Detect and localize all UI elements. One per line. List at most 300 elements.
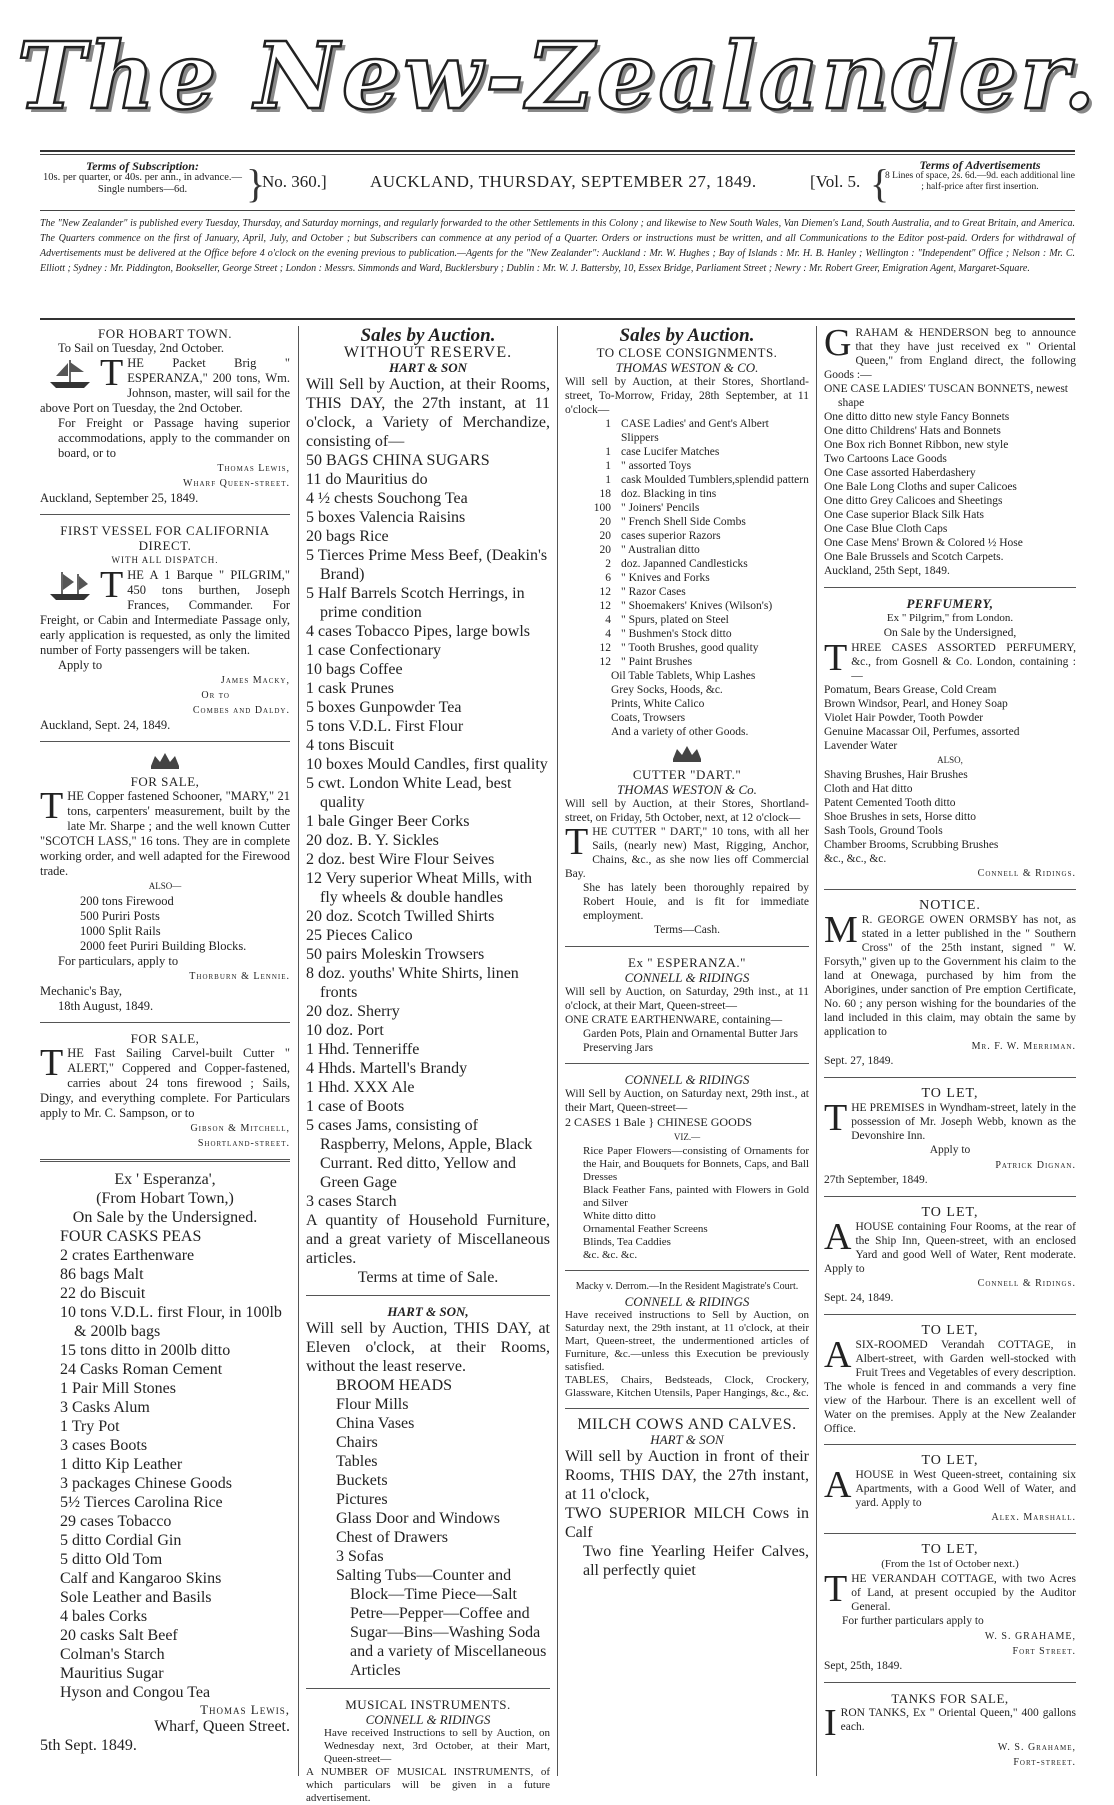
- list-item: 86 bags Malt: [60, 1266, 144, 1283]
- separator: [824, 1314, 1076, 1315]
- hobart-body: HE Packet Brig " ESPERANZA," 200 tons, Wm. Johnson, master, will sail for the above Port on Tuesday, the 2nd October.: [40, 356, 290, 415]
- list-item: 4 tons Biscuit: [306, 737, 395, 754]
- tanks-body: RON TANKS, Ex " Oriental Queen," 400 gallons each.: [840, 1707, 1076, 1733]
- list-item: Lavender Water: [824, 740, 898, 752]
- let2-date: Sept. 24, 1849.: [824, 1292, 894, 1304]
- list-item: One Case assorted Haberdashery: [824, 467, 976, 479]
- chinese-text2: Black Feather Fans, painted with Flowers in Gold and Silver: [583, 1184, 809, 1209]
- dateline-rule: [40, 210, 1075, 211]
- separator: [40, 1022, 290, 1023]
- column-rule: [816, 326, 817, 1776]
- list-item: 1 Try Pot: [60, 1418, 120, 1435]
- list-item: 4 Hhds. Martell's Brandy: [306, 1060, 468, 1077]
- notice-heading: NOTICE.: [919, 898, 981, 913]
- list-item: Genuine Macassar Oil, Perfumes, assorted: [824, 726, 1020, 738]
- list-item: Glass Door and Windows: [336, 1510, 500, 1527]
- california-heading: FIRST VESSEL FOR CALIFORNIA DIRECT.: [60, 523, 270, 553]
- list-item: &c. &c. &c.: [583, 1249, 638, 1261]
- esperanza-text: ONE CRATE EARTHENWARE, containing—: [565, 1014, 783, 1026]
- perfumery-sub: Ex " Pilgrim," from London.: [886, 612, 1014, 624]
- perfumery-body: HREE CASES ASSORTED PERFUMERY, &c., from Gosnell & Co. London, containing :—: [851, 642, 1076, 682]
- list-item: Tables: [336, 1453, 378, 1470]
- list-item: &c., &c., &c.: [824, 853, 887, 865]
- milch-text3: Two fine Yearling Heifer Calves, all perfectly quiet: [583, 1543, 809, 1579]
- list-item: 5 cases Jams, consisting of Raspberry, Melons, Apple, Black Currant. Red ditto, Yellow and Green Gage: [306, 1117, 533, 1191]
- list-item: 2000 feet Puriri Building Blocks.: [80, 939, 247, 953]
- drop-cap: T: [100, 352, 124, 394]
- auction-list: [306, 451, 550, 1211]
- drop-cap: T: [824, 1568, 848, 1610]
- list-item: Buckets: [336, 1472, 388, 1489]
- table-row: [565, 487, 809, 501]
- esperanza-text2: Garden Pots, Plain and Ornamental Butter Jars: [583, 1028, 798, 1040]
- list-item: Violet Hair Powder, Tooth Powder: [824, 712, 984, 724]
- list-item: Oil Table Tablets, Whip Lashes: [611, 670, 756, 682]
- notice-date: Sept. 27, 1849.: [824, 1055, 894, 1067]
- brace-icon: {: [870, 161, 890, 206]
- drop-cap: T: [565, 821, 589, 863]
- list-item: 10 boxes Mould Candles, first quality: [306, 756, 548, 773]
- drop-cap: M: [824, 909, 858, 951]
- esperanza-intro: Will sell by Auction, on Saturday, 29th inst., at 11 o'clock, at their Mart, Queen-street—: [565, 986, 809, 1012]
- list-item: 10 bags Coffee: [306, 661, 403, 678]
- sale1-also: ALSO—: [148, 881, 182, 891]
- item-text: " assorted Toys: [621, 460, 692, 472]
- list-item: 4 ½ chests Souchong Tea: [306, 490, 468, 507]
- item-text: doz. Japanned Candlesticks: [621, 558, 748, 570]
- list-item: One Case Blue Cloth Caps: [824, 523, 948, 535]
- publication-notice: The "New Zealander" is published every Tuesday, Thursday, and Saturday mornings, and regularly forwarded to the other Settlements in this Colony ; and likewise to New South Wales, Van Diemen's Land, South Australia, and to Great Britain, and America. The Quarters commence on the first of January, April, July, and October ; but Subscribers can commence at any period of a Quarter. Orders or instructions must be written, and all Communications to the Editor post-paid. Orders for withdrawal of Advertisements must be delivered at the Office before 4 o'clock on the evening previous to publication.—Agents for the "New Zealander": Auckland : Mr. W. Hughes ; Bay of Islands : Mr. H. B. Hanley ; Wellington : "Independent" Office ; Nelson : Mr. C. Elliott ; Sydney : Mr. Piddington, Bookseller, George Street ; London : Messrs. Simmonds and Ward, Bucklersbury ; Dublin : Mr. W. J. Battersby, 10, Essex Bridge, Parliament Street ; Newry : Mr. Robert Greer, Emigration Agent, Margaret-Square.: [40, 218, 1075, 274]
- list-item: 5 Tierces Prime Mess Beef, (Deakin's Brand): [306, 547, 548, 583]
- sale2-address: Shortland-street.: [197, 1138, 290, 1149]
- table-row: [565, 655, 809, 669]
- list-item: 1 cask Prunes: [306, 680, 394, 697]
- list-item: Pomatum, Bears Grease, Cold Cream: [824, 684, 997, 696]
- separator: [306, 1295, 550, 1296]
- chinese-text: Rice Paper Flowers—consisting of Ornaments for the Hair, and Bouquets for Bonnets, Caps, and Ball Dresses: [583, 1145, 809, 1183]
- place-date: AUCKLAND, THURSDAY, SEPTEMBER 27, 1849.: [370, 172, 757, 191]
- weston-intro: Will sell by Auction, at their Stores, Shortland-street, To-Morrow, Friday, 28th September, at 11 o'clock—: [565, 376, 809, 416]
- list-item: 29 cases Tobacco: [60, 1513, 172, 1530]
- court-text: Have received instructions to Sell by Auction, on Saturday next, the 29th instant, at 11 o'clock, at their Mart, Queen-street, the undermentioned articles of Furniture, &c.—unless this Execution be previously satisfied.: [565, 1309, 809, 1373]
- firm-name: CONNELL & RIDINGS: [624, 970, 750, 985]
- list-item: Cloth and Hat ditto: [824, 783, 913, 795]
- quantity: 20: [599, 530, 611, 542]
- let1-text: [824, 1097, 1076, 1143]
- separator: [824, 1533, 1076, 1534]
- firm-name: HART & SON: [388, 360, 467, 375]
- firm-name: CONNELL & RIDINGS: [624, 1294, 750, 1309]
- list-item: And a variety of other Goods.: [611, 726, 749, 738]
- table-row: [565, 571, 809, 585]
- ship-icon: [46, 570, 94, 602]
- hobart-signature: Thomas Lewis,: [217, 463, 290, 474]
- let4-signature: Alex. Marshall.: [991, 1512, 1076, 1523]
- sale1-date: 18th August, 1849.: [58, 999, 154, 1013]
- list-item: 1 ditto Kip Leather: [60, 1456, 183, 1473]
- notice-text: [824, 909, 1076, 1039]
- list-item: FOUR CASKS PEAS: [60, 1228, 202, 1245]
- list-item: One Bale Long Cloths and super Calicoes: [824, 481, 1017, 493]
- court-text2: TABLES, Chairs, Bedsteads, Clock, Crockery, Glassware, Kitchen Utensils, Paper Hangings, &c., &c.: [565, 1374, 809, 1399]
- esperanza-heading: Ex ' Esperanza',: [114, 1171, 216, 1188]
- sale1-place: Mechanic's Bay,: [40, 984, 122, 998]
- esperanza-sub: (From Hobart Town,): [96, 1190, 234, 1207]
- column-2: [306, 325, 550, 1804]
- separator: [565, 946, 809, 947]
- column-1: [40, 326, 290, 1776]
- perfumery-list2: [824, 768, 1076, 866]
- notice-body: R. GEORGE OWEN ORMSBY has not, as stated in a letter published in the " Southern Cross" of the 25th instant, signed " W. Forsyth," given up to the Government his claim to the land at Onewaga, purchased by him from the Aborigines, under sanction of Pre emption Certificate, No. 60 ; any person wishing for the boundaries of the land included in this claim, may obtain the same by application to: [824, 914, 1076, 1038]
- auction-tail: A quantity of Household Furniture, and a great variety of Miscellaneous articles.: [306, 1212, 550, 1267]
- close-consignments: TO CLOSE CONSIGNMENTS.: [596, 345, 778, 360]
- weston-tail: [565, 669, 809, 739]
- table-row: [565, 515, 809, 529]
- let1-body: HE PREMISES in Wyndham-street, lately in the possession of Mr. Joseph Webb, known as the Devonshire Inn.: [851, 1102, 1076, 1142]
- masthead-title: The New-Zealander.: [16, 22, 1099, 130]
- separator: [40, 1159, 290, 1162]
- sale1-body: HE Copper fastened Schooner, "MARY," 21 tons, carpenters' measurement, built by the late Mr. Sharpe ; and the well known Cutter "SCOTCH LASS," 16 tons. They are in complete working order, and well adapted for the Firewood trade.: [40, 789, 290, 878]
- list-item: China Vases: [336, 1415, 415, 1432]
- quantity: 18: [599, 488, 611, 500]
- quantity: 1: [605, 446, 611, 458]
- court-heading: Macky v. Derrom.—In the Resident Magistrate's Court.: [575, 1281, 799, 1292]
- let4-heading: TO LET,: [921, 1453, 979, 1468]
- separator: [824, 587, 1076, 588]
- separator: [824, 1682, 1076, 1683]
- hobart-heading: FOR HOBART TOWN.: [98, 326, 232, 341]
- list-item: 24 Casks Roman Cement: [60, 1361, 223, 1378]
- firm-name: THOMAS WESTON & Co.: [617, 782, 757, 797]
- perfumery-also: ALSO,: [937, 755, 963, 765]
- auction2-intro: Will sell by Auction, THIS DAY, at Eleven o'clock, at their Rooms, without the least reserve.: [306, 1320, 550, 1375]
- firm-name: THOMAS WESTON & CO.: [615, 360, 759, 375]
- list-item: 5 Half Barrels Scotch Herrings, in prime condition: [306, 585, 525, 621]
- cutter-heading: CUTTER "DART.": [632, 767, 742, 782]
- quantity: 2: [605, 558, 611, 570]
- let5-heading: TO LET,: [921, 1542, 979, 1557]
- chinese-cases: 2 CASES 1 Bale } CHINESE GOODS: [565, 1115, 753, 1129]
- let1-heading: TO LET,: [921, 1086, 979, 1101]
- hobart-sail: To Sail on Tuesday, 2nd October.: [58, 341, 225, 355]
- firm-name: CONNELL & RIDINGS: [365, 1712, 491, 1727]
- drop-cap: T: [100, 564, 124, 606]
- separator: [40, 741, 290, 742]
- table-row: [565, 585, 809, 599]
- list-item: Pictures: [336, 1491, 388, 1508]
- auction-heading: Sales by Auction.: [360, 325, 496, 346]
- drop-cap: A: [824, 1334, 852, 1376]
- list-item: 1 Hhd. XXX Ale: [306, 1079, 415, 1096]
- list-item: BROOM HEADS: [336, 1377, 453, 1394]
- quantity: 20: [599, 544, 611, 556]
- terms-sub-text: 10s. per quarter, or 40s. per ann., in advance.—Single numbers—6d.: [42, 172, 242, 195]
- esperanza-sub2: On Sale by the Undersigned.: [72, 1209, 258, 1226]
- table-row: [565, 543, 809, 557]
- item-text: cases superior Razors: [621, 530, 721, 542]
- list-item: One ditto ditto new style Fancy Bonnets: [824, 411, 1010, 423]
- masthead-rule-thin: [40, 154, 1075, 155]
- let2-text: [824, 1216, 1076, 1276]
- list-item: Blinds, Tea Caddies: [583, 1236, 671, 1248]
- perfumery-heading: PERFUMERY,: [906, 596, 994, 611]
- esperanza-date: 5th Sept. 1849.: [40, 1737, 137, 1754]
- list-item: One ditto Grey Calicoes and Sheetings: [824, 495, 1003, 507]
- firm-name: CONNELL & RIDINGS: [624, 1072, 750, 1087]
- let5-date: Sept, 25th, 1849.: [824, 1660, 903, 1672]
- tanks-text: [824, 1702, 1076, 1744]
- esperanza-address: Wharf, Queen Street.: [154, 1718, 290, 1735]
- list-item: 15 tons ditto in 200lb ditto: [60, 1342, 231, 1359]
- sale1-apply: For particulars, apply to: [58, 954, 179, 968]
- drop-cap: I: [824, 1702, 837, 1744]
- notice-rule: [40, 318, 1075, 320]
- item-text: " Joiners' Pencils: [621, 502, 700, 514]
- grahame-date: Auckland, 25th Sept, 1849.: [824, 565, 950, 577]
- terms-of-subscription: [40, 160, 245, 196]
- drop-cap: T: [40, 785, 64, 827]
- item-text: case Lucifer Matches: [621, 446, 720, 458]
- terms-adv-title: Terms of Advertisements: [919, 158, 1041, 172]
- let1-apply: Apply to: [929, 1144, 971, 1156]
- quantity: 100: [593, 502, 611, 514]
- let3-heading: TO LET,: [921, 1323, 979, 1338]
- column-3: [565, 326, 809, 1776]
- let2-signature: Connell & Ridings.: [977, 1278, 1076, 1289]
- list-item: 50 BAGS CHINA SUGARS: [306, 452, 490, 469]
- list-item: Sash Tools, Ground Tools: [824, 825, 943, 837]
- sale2-signature: Gibson & Mitchell,: [190, 1123, 290, 1134]
- drop-cap: T: [824, 1097, 848, 1139]
- let3-text: [824, 1334, 1076, 1436]
- volume: [Vol. 5.: [810, 172, 861, 191]
- list-item: 20 bags Rice: [306, 528, 389, 545]
- list-item: 20 doz. B. Y. Sickles: [306, 832, 439, 849]
- esperanza-list: [40, 1227, 290, 1702]
- let2-heading: TO LET,: [921, 1205, 979, 1220]
- list-item: 5 ditto Cordial Gin: [60, 1532, 182, 1549]
- california-sub: WITH ALL DISPATCH.: [111, 555, 219, 565]
- list-item: One Case superior Black Silk Hats: [824, 509, 985, 521]
- table-row: [565, 641, 809, 655]
- table-row: [565, 599, 809, 613]
- list-item: Sole Leather and Basils: [60, 1589, 212, 1606]
- let5-sub: (From the 1st of October next.): [881, 1558, 1019, 1570]
- chinese-list: [565, 1210, 809, 1262]
- list-item: 5 boxes Valencia Raisins: [306, 509, 466, 526]
- quantity: 6: [605, 572, 611, 584]
- list-item: 200 tons Firewood: [80, 894, 174, 908]
- list-item: 1 case Confectionary: [306, 642, 442, 659]
- auction-heading: Sales by Auction.: [619, 325, 755, 346]
- hobart-date: Auckland, September 25, 1849.: [40, 491, 199, 505]
- perfumery-text: [824, 637, 1076, 683]
- separator: [306, 1688, 550, 1689]
- list-item: 5 ditto Old Tom: [60, 1551, 163, 1568]
- tanks-heading: TANKS FOR SALE,: [891, 1691, 1009, 1706]
- list-item: One Box rich Bonnet Ribbon, new style: [824, 439, 1009, 451]
- item-text: " Spurs, plated on Steel: [621, 614, 729, 626]
- without-reserve: WITHOUT RESERVE.: [343, 344, 513, 361]
- list-item: Prints, White Calico: [611, 698, 705, 710]
- list-item: Chamber Brooms, Scrubbing Brushes: [824, 839, 999, 851]
- california-or: Or to: [201, 690, 230, 701]
- list-item: 5 tons V.D.L. First Flour: [306, 718, 464, 735]
- item-text: " Bushmen's Stock ditto: [621, 628, 732, 640]
- list-item: Calf and Kangaroo Skins: [60, 1570, 222, 1587]
- quantity: 12: [599, 600, 611, 612]
- quantity: 1: [605, 418, 611, 430]
- auction2-list: [306, 1376, 550, 1680]
- hobart-text2: For Freight or Passage having superior accommodations, apply to the commander on board, or to: [58, 416, 290, 460]
- california-signature2: Combes and Daldy.: [192, 705, 290, 716]
- list-item: 3 cases Boots: [60, 1437, 148, 1454]
- list-item: 22 do Biscuit: [60, 1285, 146, 1302]
- quantity: 4: [605, 614, 611, 626]
- crown-emblem-icon: [669, 743, 705, 763]
- drop-cap: A: [824, 1216, 852, 1258]
- milch-text2: TWO SUPERIOR MILCH Cows in Calf: [565, 1505, 809, 1541]
- column-rule: [298, 326, 299, 1776]
- item-text: " Knives and Forks: [621, 572, 710, 584]
- california-date: Auckland, Sept. 24, 1849.: [40, 718, 171, 732]
- quantity: 12: [599, 586, 611, 598]
- list-item: Colman's Starch: [60, 1646, 165, 1663]
- item-text: " French Shell Side Combs: [621, 516, 746, 528]
- list-item: Coats, Trowsers: [611, 712, 686, 724]
- cutter-terms: Terms—Cash.: [654, 924, 720, 936]
- separator: [824, 1196, 1076, 1197]
- separator: [824, 889, 1076, 890]
- crown-emblem-icon: [147, 750, 183, 770]
- list-item: Ornamental Feather Screens: [583, 1223, 708, 1235]
- list-item: Patent Cemented Tooth ditto: [824, 797, 956, 809]
- quantity: 1: [605, 474, 611, 486]
- separator: [824, 1077, 1076, 1078]
- california-body: HE A 1 Barque " PILGRIM," 450 tons burthen, Joseph Frances, Commander. For Freight, or Cabin and Intermediate Passage only, early application is requested, as only the limited number of Forty passengers will be taken.: [40, 568, 290, 657]
- list-item: 50 pairs Moleskin Trowsers: [306, 946, 485, 963]
- separator: [565, 1408, 809, 1409]
- list-item: Hyson and Congou Tea: [60, 1684, 211, 1701]
- table-row: [565, 627, 809, 641]
- terms-adv-text: 8 Lines of space, 2s. 6d.—9d. each additional line ; half-price after first insertion.: [885, 171, 1075, 192]
- hobart-address: Wharf Queen-street.: [183, 478, 290, 489]
- list-item: 2 crates Earthenware: [60, 1247, 195, 1264]
- issue-number: No. 360.]: [262, 172, 327, 191]
- list-item: Shaving Brushes, Hair Brushes: [824, 769, 968, 781]
- list-item: 2 doz. best Wire Flour Seives: [306, 851, 495, 868]
- musical-heading: MUSICAL INSTRUMENTS.: [345, 1697, 511, 1712]
- terms-of-advertisements: [885, 160, 1075, 193]
- list-item: 10 tons V.D.L. first Flour, in 100lb & 200lb bags: [60, 1304, 282, 1340]
- item-text: " Shoemakers' Knives (Wilson's): [621, 600, 773, 612]
- musical-text: Have received Instructions to sell by Auction, on Wednesday next, 3rd October, at their Mart, Queen-street—: [324, 1727, 550, 1765]
- musical-text2: A NUMBER OF MUSICAL INSTRUMENTS, of which particulars will be given in a future advertisement.: [306, 1766, 550, 1804]
- list-item: One ditto Childrens' Hats and Bonnets: [824, 425, 1001, 437]
- list-item: 5 cwt. London White Lead, best quality: [306, 775, 512, 811]
- column-rule: [557, 326, 558, 1776]
- perfumery-signature: Connell & Ridings.: [977, 868, 1076, 879]
- sale2-heading: FOR SALE,: [130, 1031, 200, 1046]
- let5-apply: For further particulars apply to: [842, 1615, 984, 1627]
- let3-body: SIX-ROOMED Verandah COTTAGE, in Albert-street, with Garden well-stocked with Fruit Trees and Vegetables of every description. The whole is fenced in and commands a very fine view of the Harbour. There is an excellent well of Water on the premises. Apply at the New Zealander Office.: [824, 1339, 1076, 1435]
- cutter-body: HE CUTTER " DART," 10 tons, with all her Sails, (nearly new) Mast, Rigging, Anchor, Chains, &c., as she now lies off Commercial Bay.: [565, 826, 809, 880]
- list-item: Shoe Brushes in sets, Horse ditto: [824, 811, 977, 823]
- list-item: 10 doz. Port: [306, 1022, 384, 1039]
- let2-body: HOUSE containing Four Rooms, at the rear of the Ship Inn, Queen-street, with an enclosed Yard and good Well of Water, Rent moderate. Apply to: [824, 1221, 1076, 1275]
- list-item: Mauritius Sugar: [60, 1665, 164, 1682]
- quantity: 12: [599, 642, 611, 654]
- grahame-list: [824, 382, 1076, 564]
- separator: [565, 1063, 809, 1064]
- firm-name: HART & SON,: [387, 1304, 469, 1319]
- separator: [565, 1270, 809, 1271]
- chinese-viz: VIZ.—: [673, 1132, 701, 1142]
- sale2-text: [40, 1042, 290, 1121]
- item-text: " Paint Brushes: [621, 656, 693, 668]
- let4-body: HOUSE in West Queen-street, containing six Apartments, with a Good Well of Water, and yard. Apply to: [855, 1469, 1076, 1509]
- masthead: [16, 6, 1099, 146]
- item-text: " Tooth Brushes, good quality: [621, 642, 759, 654]
- list-item: 1 Hhd. Tenneriffe: [306, 1041, 420, 1058]
- grahame-text: [824, 322, 1076, 382]
- list-item: One Bale Brussels and Scotch Carpets.: [824, 551, 1004, 563]
- drop-cap: T: [40, 1042, 64, 1084]
- list-item: Two Cartoons Lace Goods: [824, 453, 947, 465]
- list-item: 20 doz. Sherry: [306, 1003, 400, 1020]
- sale1-text: [40, 785, 290, 879]
- list-item: 4 bales Corks: [60, 1608, 148, 1625]
- chinese-intro: Will Sell by Auction, on Saturday next, 29th inst., at their Mart, Queen-street—: [565, 1088, 809, 1114]
- quantity: 20: [599, 516, 611, 528]
- drop-cap: T: [824, 637, 848, 679]
- table-row: [565, 417, 809, 445]
- california-signature: James Macky,: [220, 675, 290, 686]
- cutter-text2: She has lately been thoroughly repaired by Robert Houie, and is fit for immediate employment.: [583, 882, 809, 922]
- quantity: 1: [605, 460, 611, 472]
- perfumery-list: [824, 683, 1076, 753]
- table-row: [565, 445, 809, 459]
- list-item: 11 do Mauritius do: [306, 471, 428, 488]
- let5-address: Fort Street.: [1012, 1646, 1076, 1657]
- list-item: Chairs: [336, 1434, 378, 1451]
- tanks-address: Fort-street.: [1013, 1757, 1076, 1768]
- separator: [40, 514, 290, 515]
- item-text: CASE Ladies' and Gent's Albert Slippers: [621, 418, 769, 444]
- tanks-signature: W. S. Grahame,: [997, 1742, 1076, 1753]
- list-item: Flour Mills: [336, 1396, 409, 1413]
- let5-body: HE VERANDAH COTTAGE, with two Acres of Land, at present occupied by the Auditor General.: [851, 1573, 1076, 1613]
- list-item: 3 cases Starch: [306, 1193, 397, 1210]
- list-item: 1 Pair Mill Stones: [60, 1380, 177, 1397]
- grahame-body: RAHAM & HENDERSON beg to announce that they have just received ex " Oriental Queen," from England direct, the following Goods :—: [824, 327, 1076, 381]
- let5-text: [824, 1568, 1076, 1614]
- terms-sub-title: Terms of Subscription:: [86, 159, 199, 173]
- list-item: 3 Casks Alum: [60, 1399, 150, 1416]
- list-item: ONE CASE LADIES' TUSCAN BONNETS, newest shape: [824, 383, 1068, 409]
- milch-text: Will sell by Auction in front of their Rooms, THIS DAY, the 27th instant, at 11 o'clock,: [565, 1448, 809, 1503]
- masthead-rule: [40, 150, 1075, 152]
- ship-icon: [46, 358, 94, 390]
- esperanza-heading: Ex " ESPERANZA.": [628, 955, 746, 970]
- list-item: Chest of Drawers: [336, 1529, 448, 1546]
- list-item: 8 doz. youths' White Shirts, linen fronts: [306, 965, 519, 1001]
- let1-date: 27th September, 1849.: [824, 1174, 928, 1186]
- table-row: [565, 529, 809, 543]
- brace-icon: }: [246, 161, 266, 206]
- item-text: " Razor Cases: [621, 586, 686, 598]
- drop-cap: G: [824, 322, 852, 364]
